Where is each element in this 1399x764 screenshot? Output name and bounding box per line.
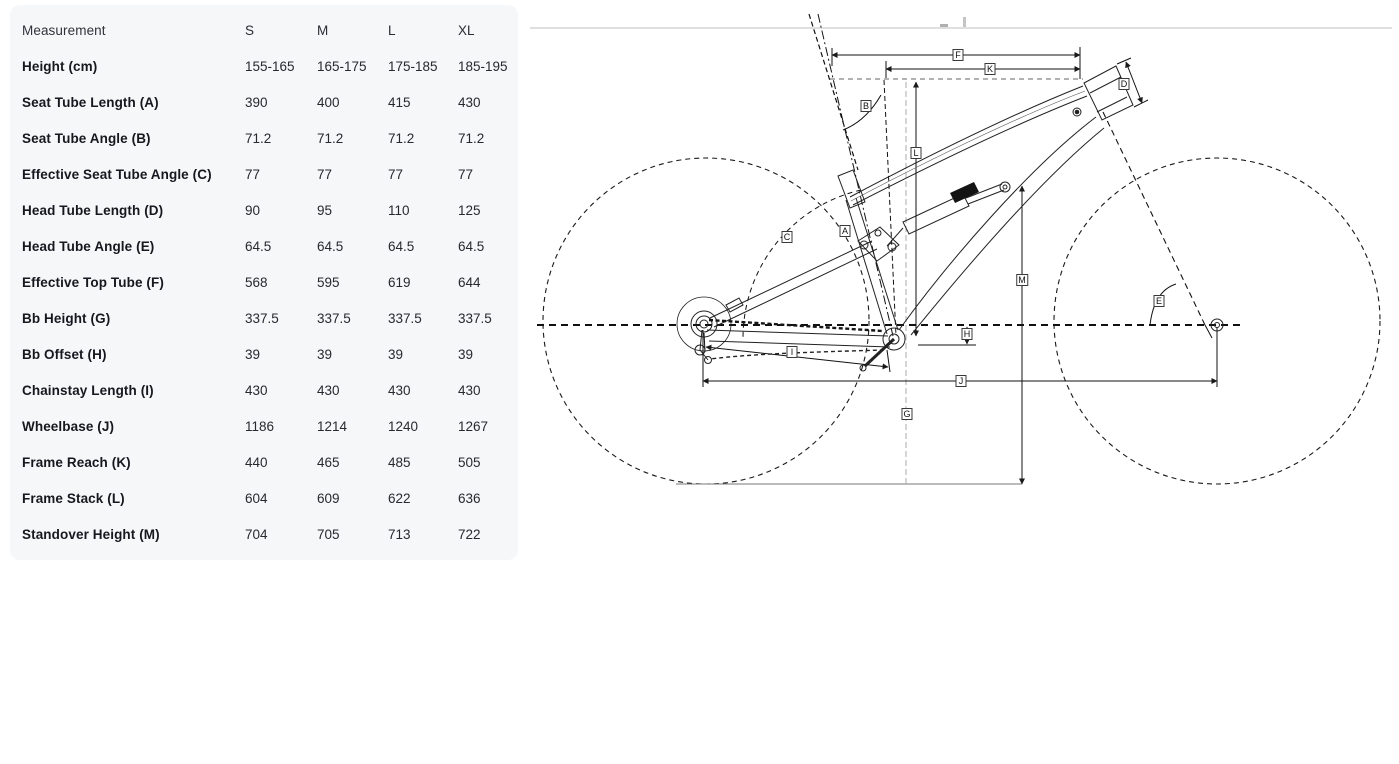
- dim-label-g: G: [903, 409, 911, 419]
- dim-label-a: A: [840, 225, 851, 237]
- size-value: 595: [317, 274, 340, 290]
- dim-label-h: H: [962, 328, 973, 340]
- column-header: M: [317, 22, 329, 38]
- size-value: 568: [245, 274, 268, 290]
- size-value: 430: [458, 382, 481, 398]
- size-value: 39: [317, 346, 333, 362]
- size-value: 390: [245, 94, 268, 110]
- size-value: 619: [388, 274, 411, 290]
- size-value: 415: [388, 94, 411, 110]
- measurement-label: Bb Offset (H): [22, 346, 107, 362]
- size-value: 609: [317, 490, 340, 506]
- measurement-label: Seat Tube Angle (B): [22, 130, 151, 146]
- measurement-label: Standover Height (M): [22, 526, 160, 542]
- size-value: 430: [317, 382, 340, 398]
- size-value: 440: [245, 454, 268, 470]
- size-value: 110: [388, 202, 410, 218]
- measurement-label: Effective Top Tube (F): [22, 274, 164, 290]
- frame-drawing: [530, 0, 1399, 520]
- size-value: 77: [388, 166, 404, 182]
- dim-label-j: J: [956, 375, 967, 387]
- size-value: 430: [388, 382, 411, 398]
- measurement-label: Chainstay Length (I): [22, 382, 154, 398]
- dim-label-d: D: [1119, 78, 1130, 90]
- size-value: 77: [458, 166, 474, 182]
- size-value: 125: [458, 202, 481, 218]
- size-value: 71.2: [245, 130, 272, 146]
- measurement-label: Head Tube Angle (E): [22, 238, 155, 254]
- dim-label-b: B: [861, 100, 872, 112]
- size-value: 636: [458, 490, 481, 506]
- size-value: 644: [458, 274, 481, 290]
- dimension-lines: [703, 47, 1217, 484]
- measurement-label: Frame Reach (K): [22, 454, 131, 470]
- size-value: 64.5: [245, 238, 272, 254]
- measurement-label: Height (cm): [22, 58, 98, 74]
- size-value: 64.5: [317, 238, 344, 254]
- size-value: 77: [317, 166, 333, 182]
- measurement-label: Seat Tube Length (A): [22, 94, 159, 110]
- column-header: S: [245, 22, 255, 38]
- size-value: 64.5: [458, 238, 485, 254]
- dim-label-e: E: [1154, 295, 1165, 307]
- size-value: 1214: [317, 418, 348, 434]
- dim-label-l: L: [911, 147, 922, 159]
- dim-label-m: M: [1018, 275, 1026, 285]
- dim-label-f: F: [953, 49, 964, 61]
- size-value: 337.5: [458, 310, 492, 326]
- size-value: 39: [458, 346, 474, 362]
- size-value: 505: [458, 454, 481, 470]
- size-value: 71.2: [458, 130, 485, 146]
- size-value: 155-165: [245, 58, 295, 74]
- size-value: 622: [388, 490, 411, 506]
- column-header: XL: [458, 22, 475, 38]
- size-value: 704: [245, 526, 268, 542]
- size-value: 90: [245, 202, 261, 218]
- size-value: 165-175: [317, 58, 367, 74]
- size-value: 430: [245, 382, 268, 398]
- column-header-measurement: Measurement: [22, 22, 106, 38]
- size-value: 705: [317, 526, 340, 542]
- size-value: 465: [317, 454, 340, 470]
- dim-label-i: I: [787, 346, 798, 358]
- size-value: 1186: [245, 418, 275, 434]
- size-value: 39: [245, 346, 261, 362]
- size-value: 95: [317, 202, 333, 218]
- measurement-label: Head Tube Length (D): [22, 202, 164, 218]
- measurement-label: Frame Stack (L): [22, 490, 125, 506]
- dim-label-c: C: [782, 231, 793, 243]
- size-value: 64.5: [388, 238, 415, 254]
- size-value: 604: [245, 490, 268, 506]
- size-value: 71.2: [388, 130, 415, 146]
- size-value: 337.5: [317, 310, 351, 326]
- size-value: 1267: [458, 418, 489, 434]
- size-value: 485: [388, 454, 411, 470]
- measurement-label: Effective Seat Tube Angle (C): [22, 166, 212, 182]
- size-value: 175-185: [388, 58, 438, 74]
- size-value: 71.2: [317, 130, 344, 146]
- size-value: 713: [388, 526, 411, 542]
- size-value: 430: [458, 94, 481, 110]
- size-value: 77: [245, 166, 261, 182]
- canvas-top-border: [530, 17, 1392, 28]
- wheel-circles: [543, 158, 1380, 484]
- size-value: 400: [317, 94, 340, 110]
- measurement-label: Bb Height (G): [22, 310, 111, 326]
- size-value: 1240: [388, 418, 419, 434]
- size-value: 185-195: [458, 58, 508, 74]
- measurement-label: Wheelbase (J): [22, 418, 115, 434]
- dim-label-k: K: [985, 63, 996, 75]
- column-header: L: [388, 22, 396, 38]
- size-value: 337.5: [245, 310, 279, 326]
- size-value: 722: [458, 526, 481, 542]
- size-value: 337.5: [388, 310, 422, 326]
- size-value: 39: [388, 346, 404, 362]
